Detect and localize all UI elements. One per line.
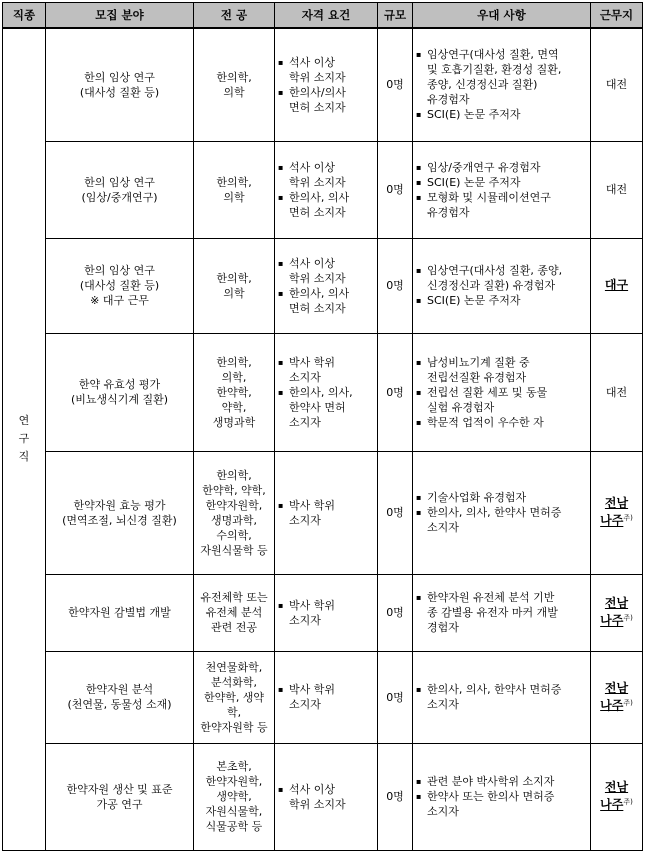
preference-cell [413, 141, 591, 238]
table-row [3, 743, 643, 850]
major-line: 의학 [223, 286, 245, 300]
preference-item-line: 소지자 [427, 805, 459, 818]
table-row [3, 333, 643, 451]
bullet-icon: ▪ [278, 192, 284, 202]
qualification-item-line: 석사 이상 [289, 160, 336, 174]
count-cell: 0명 [378, 451, 413, 574]
qualification-item-line: 학위 소지자 [289, 271, 346, 285]
bullet-icon: ▪ [278, 57, 284, 67]
qualification-item-line: 한약사 면허 [289, 400, 346, 414]
location-note: 주) [623, 798, 633, 807]
qualification-item-line: 소지자 [289, 415, 321, 429]
bullet-icon: ▪ [416, 266, 422, 275]
table-row [3, 238, 643, 333]
major-line: 의학 [223, 85, 245, 99]
table-body [3, 28, 643, 850]
count-cell: 0명 [378, 574, 413, 651]
field-line: 한약자원 감별법 개발 [68, 606, 171, 619]
field-line: ※ 대구 근무 [90, 294, 149, 307]
preference-item [416, 175, 587, 190]
major-cell [194, 651, 275, 743]
qualification-item [278, 160, 374, 190]
preference-item-line: 종양, 신경정신과 질환) [427, 78, 538, 92]
preference-cell [413, 574, 591, 651]
preference-item-line: 경험자 [427, 621, 459, 634]
field-cell [46, 451, 194, 574]
qualification-item-line: 박사 학위 [289, 498, 336, 512]
major-line: 한의학, [216, 355, 252, 369]
qualification-item-line: 소지자 [289, 613, 321, 627]
qualification-item-line: 소지자 [289, 513, 321, 527]
preference-cell [413, 238, 591, 333]
major-line: 본초학, [216, 760, 252, 773]
major-line: 한약자원학, [205, 775, 263, 788]
bullet-icon: ▪ [278, 258, 284, 268]
preference-item-line: 모형화 및 시뮬레이션연구 [427, 190, 551, 204]
preference-item-line: 한의사, 의사, 한약사 면허증 [427, 506, 562, 519]
bullet-icon: ▪ [416, 162, 422, 172]
qualification-cell [275, 743, 378, 850]
category-cell [3, 28, 46, 850]
major-line: 의학, [221, 370, 247, 384]
preference-item [416, 355, 587, 385]
qualification-item-line: 석사 이상 [289, 782, 336, 796]
preference-item [416, 774, 587, 789]
table-row [3, 574, 643, 651]
qualification-item [278, 55, 374, 85]
location-note: 주) [623, 514, 633, 523]
preference-item [416, 293, 587, 308]
field-line: (면역조절, 뇌신경 질환) [62, 513, 177, 527]
location-text: 나주 [600, 613, 624, 628]
bullet-icon: ▪ [278, 685, 284, 694]
bullet-icon: ▪ [416, 417, 422, 427]
preference-item-line: 임상연구(대사성 질환, 면역 [427, 48, 559, 62]
preference-item-line: SCI(E) 논문 주저자 [427, 108, 521, 122]
qualification-item [278, 190, 374, 220]
location-text: 나주 [600, 698, 624, 713]
field-line: 한약 유효성 평가 [78, 378, 161, 391]
header-category: 직종 [3, 3, 46, 29]
location-line [594, 611, 639, 629]
preference-item [416, 107, 587, 122]
bullet-icon: ▪ [278, 784, 284, 794]
category-char: 연 [18, 414, 30, 428]
category-char: 직 [18, 450, 30, 464]
bullet-icon: ▪ [416, 387, 422, 397]
preference-item-line: 소지자 [427, 521, 459, 534]
qualification-item [278, 782, 374, 812]
qualification-cell [275, 333, 378, 451]
field-cell [46, 574, 194, 651]
major-line: 관련 전공 [210, 621, 257, 634]
qualification-item-line: 한의사/의사 [289, 85, 346, 99]
qualification-item-line: 한의사, 의사 [289, 190, 350, 204]
table-row [3, 141, 643, 238]
qualification-item-line: 학위 소지자 [289, 175, 346, 189]
qualification-cell [275, 28, 378, 141]
major-line: 한의학, [216, 70, 252, 84]
preference-item [416, 505, 587, 535]
count-cell: 0명 [378, 141, 413, 238]
header-count: 규모 [378, 3, 413, 29]
qualification-item-line: 면허 소지자 [289, 205, 346, 219]
preference-item [416, 263, 587, 293]
major-line: 천연물화학, [205, 660, 263, 674]
major-line: 생약학, [216, 790, 252, 803]
location-note: 주) [623, 698, 633, 707]
major-cell [194, 451, 275, 574]
qualification-item-line: 소지자 [289, 698, 321, 711]
qualification-item [278, 355, 374, 385]
preference-item-line: SCI(E) 논문 주저자 [427, 294, 521, 307]
preference-item-line: SCI(E) 논문 주저자 [427, 175, 521, 189]
field-line: 한약자원 생산 및 표준 [66, 782, 173, 796]
field-cell [46, 141, 194, 238]
qualification-item [278, 598, 374, 628]
count-cell: 0명 [378, 743, 413, 850]
bullet-icon: ▪ [278, 357, 284, 367]
field-cell [46, 238, 194, 333]
field-line: 한약자원 분석 [85, 683, 154, 696]
bullet-icon: ▪ [416, 508, 422, 517]
preference-cell [413, 28, 591, 141]
major-cell [194, 141, 275, 238]
count-cell: 0명 [378, 28, 413, 141]
major-line: 생명과학 [212, 415, 256, 429]
preference-item [416, 385, 587, 415]
major-cell [194, 574, 275, 651]
qualification-item-line: 학위 소지자 [289, 797, 346, 811]
qualification-item-line: 박사 학위 [289, 598, 336, 612]
count-cell: 0명 [378, 651, 413, 743]
field-line: 한의 임상 연구 [84, 264, 155, 277]
field-line: (대사성 질환 등) [79, 85, 160, 99]
field-cell [46, 651, 194, 743]
preference-item-line: 실험 유경험자 [427, 400, 495, 414]
qualification-item [278, 256, 374, 286]
qualification-item-line: 면허 소지자 [289, 100, 346, 114]
field-cell [46, 28, 194, 141]
qualification-item-line: 한의사, 의사, [289, 385, 353, 399]
qualification-item [278, 85, 374, 115]
bullet-icon: ▪ [278, 162, 284, 172]
field-line: 한의 임상 연구 [84, 70, 155, 84]
major-line: 수의학, [216, 528, 252, 542]
preference-item-line: 기술사업화 유경험자 [427, 491, 527, 504]
major-line: 생명과학, [210, 513, 257, 527]
field-line: (임상/중개연구) [81, 190, 158, 204]
preference-item-line: 유경험자 [427, 93, 470, 107]
bullet-icon: ▪ [416, 296, 422, 305]
location-line [594, 696, 639, 714]
location-text: 전남 [604, 496, 629, 511]
qualification-item [278, 286, 374, 316]
preference-item [416, 682, 587, 712]
location-text: 전남 [604, 680, 629, 695]
qualification-item [278, 682, 374, 712]
major-cell [194, 28, 275, 141]
preference-item [416, 415, 587, 430]
bullet-icon: ▪ [416, 792, 422, 801]
major-line: 자원식물학, [205, 805, 263, 818]
qualification-item [278, 385, 374, 430]
bullet-icon: ▪ [278, 387, 284, 397]
field-line: (천연물, 동물성 소재) [67, 698, 172, 711]
location-line [594, 278, 639, 293]
bullet-icon: ▪ [416, 192, 422, 202]
count-cell: 0명 [378, 238, 413, 333]
preference-item-line: 임상/중개연구 유경험자 [427, 160, 541, 174]
category-char: 구 [18, 432, 30, 446]
field-cell [46, 333, 194, 451]
bullet-icon: ▪ [416, 50, 422, 60]
preference-item [416, 190, 587, 220]
qualification-item-line: 면허 소지자 [289, 301, 346, 315]
qualification-item-line: 한의사, 의사 [289, 286, 350, 300]
qualification-cell [275, 141, 378, 238]
location-cell: 대전 [591, 28, 643, 141]
location-cell [591, 651, 643, 743]
major-line: 한약자원학, [205, 498, 263, 512]
major-line: 유전체학 또는 [200, 591, 268, 604]
qualification-item-line: 박사 학위 [289, 355, 336, 369]
preference-item-line: 학문적 업적이 우수한 자 [427, 415, 544, 429]
bullet-icon: ▪ [416, 685, 422, 694]
field-line: 가공 연구 [96, 797, 143, 811]
table-row [3, 451, 643, 574]
preference-item-line: 유경험자 [427, 205, 470, 219]
bullet-icon: ▪ [278, 288, 284, 298]
location-cell: 대전 [591, 333, 643, 451]
preference-item [416, 160, 587, 175]
preference-item [416, 490, 587, 505]
major-line: 자원식물학 등 [200, 543, 268, 557]
location-line [594, 780, 639, 795]
location-cell: 대전 [591, 141, 643, 238]
qualification-cell [275, 574, 378, 651]
bullet-icon: ▪ [278, 500, 284, 510]
major-line: 한약학, 약학, [202, 483, 266, 497]
header-preference: 우대 사항 [413, 3, 591, 29]
bullet-icon: ▪ [416, 177, 422, 187]
table-row [3, 651, 643, 743]
preference-item-line: 전립선 질환 세포 및 동물 [427, 385, 548, 399]
preference-cell [413, 743, 591, 850]
major-line: 한약자원학 등 [200, 720, 268, 734]
qualification-item-line: 석사 이상 [289, 256, 336, 270]
qualification-item-line: 석사 이상 [289, 55, 336, 69]
preference-item-line: 한약자원 유전체 분석 기반 [427, 591, 555, 604]
location-cell [591, 574, 643, 651]
qualification-cell [275, 238, 378, 333]
location-line [594, 795, 639, 813]
header-field: 모집 분야 [46, 3, 194, 29]
preference-item-line: 한의사, 의사, 한약사 면허증 [427, 683, 562, 696]
major-line: 분석화학, [210, 675, 257, 689]
preference-cell [413, 451, 591, 574]
location-note: 주) [623, 614, 633, 623]
qualification-item-line: 박사 학위 [289, 683, 336, 696]
bullet-icon: ▪ [278, 87, 284, 97]
location-text: 나주 [600, 797, 624, 812]
location-cell [591, 743, 643, 850]
bullet-icon: ▪ [416, 110, 422, 120]
major-line: 한의학, [216, 468, 252, 482]
location-text: 전남 [604, 596, 629, 611]
field-cell [46, 743, 194, 850]
location-text: 전남 [604, 780, 629, 795]
preference-item-line: 소지자 [427, 698, 459, 711]
qualification-cell [275, 651, 378, 743]
bullet-icon: ▪ [416, 777, 422, 786]
preference-cell [413, 651, 591, 743]
location-text: 나주 [600, 513, 624, 528]
preference-item-line: 관련 분야 박사학위 소지자 [427, 775, 555, 788]
major-cell [194, 743, 275, 850]
location-cell [591, 451, 643, 574]
major-line: 유전체 분석 [205, 606, 263, 619]
location-cell [591, 238, 643, 333]
major-line: 한의학, [216, 271, 252, 285]
major-line: 한의학, [216, 175, 252, 189]
location-line [594, 681, 639, 696]
bullet-icon: ▪ [416, 493, 422, 502]
field-line: (대사성 질환 등) [79, 279, 160, 292]
header-qualification: 자격 요건 [275, 3, 378, 29]
qualification-cell [275, 451, 378, 574]
preference-item-line: 신경정신과 질환) 유경험자 [427, 279, 556, 292]
recruitment-table [2, 2, 643, 851]
major-line: 식물공학 등 [205, 820, 263, 833]
qualification-item [278, 498, 374, 528]
major-line: 한약학, 생약학, [203, 690, 265, 719]
preference-item-line: 한약사 또는 한의사 면허증 [427, 790, 555, 803]
preference-item-line: 남성비뇨기계 질환 중 [427, 355, 530, 369]
preference-item [416, 789, 587, 819]
table-row [3, 28, 643, 141]
preference-item [416, 47, 587, 107]
field-line: 한약자원 효능 평가 [73, 498, 166, 512]
location-line [594, 511, 639, 529]
bullet-icon: ▪ [416, 593, 422, 602]
location-line [594, 596, 639, 611]
field-line: (비뇨생식기계 질환) [70, 393, 169, 406]
major-cell [194, 333, 275, 451]
preference-item-line: 전립선질환 유경험자 [427, 370, 527, 384]
preference-item-line: 종 감별용 유전자 마커 개발 [427, 606, 558, 619]
preference-cell [413, 333, 591, 451]
bullet-icon: ▪ [278, 600, 284, 610]
preference-item [416, 590, 587, 635]
header-row [3, 3, 643, 29]
preference-item-line: 임상연구(대사성 질환, 종양, [427, 264, 563, 277]
qualification-item-line: 학위 소지자 [289, 70, 346, 84]
major-line: 의학 [223, 190, 245, 204]
count-cell: 0명 [378, 333, 413, 451]
location-text: 대구 [604, 278, 629, 292]
major-cell [194, 238, 275, 333]
bullet-icon: ▪ [416, 357, 422, 367]
header-location: 근무지 [591, 3, 643, 29]
header-major: 전 공 [194, 3, 275, 29]
field-line: 한의 임상 연구 [84, 175, 155, 189]
preference-item-line: 및 호흡기질환, 환경성 질환, [427, 63, 562, 77]
major-line: 한약학, [216, 385, 252, 399]
major-line: 약학, [221, 400, 247, 414]
qualification-item-line: 소지자 [289, 370, 321, 384]
location-line [594, 496, 639, 511]
